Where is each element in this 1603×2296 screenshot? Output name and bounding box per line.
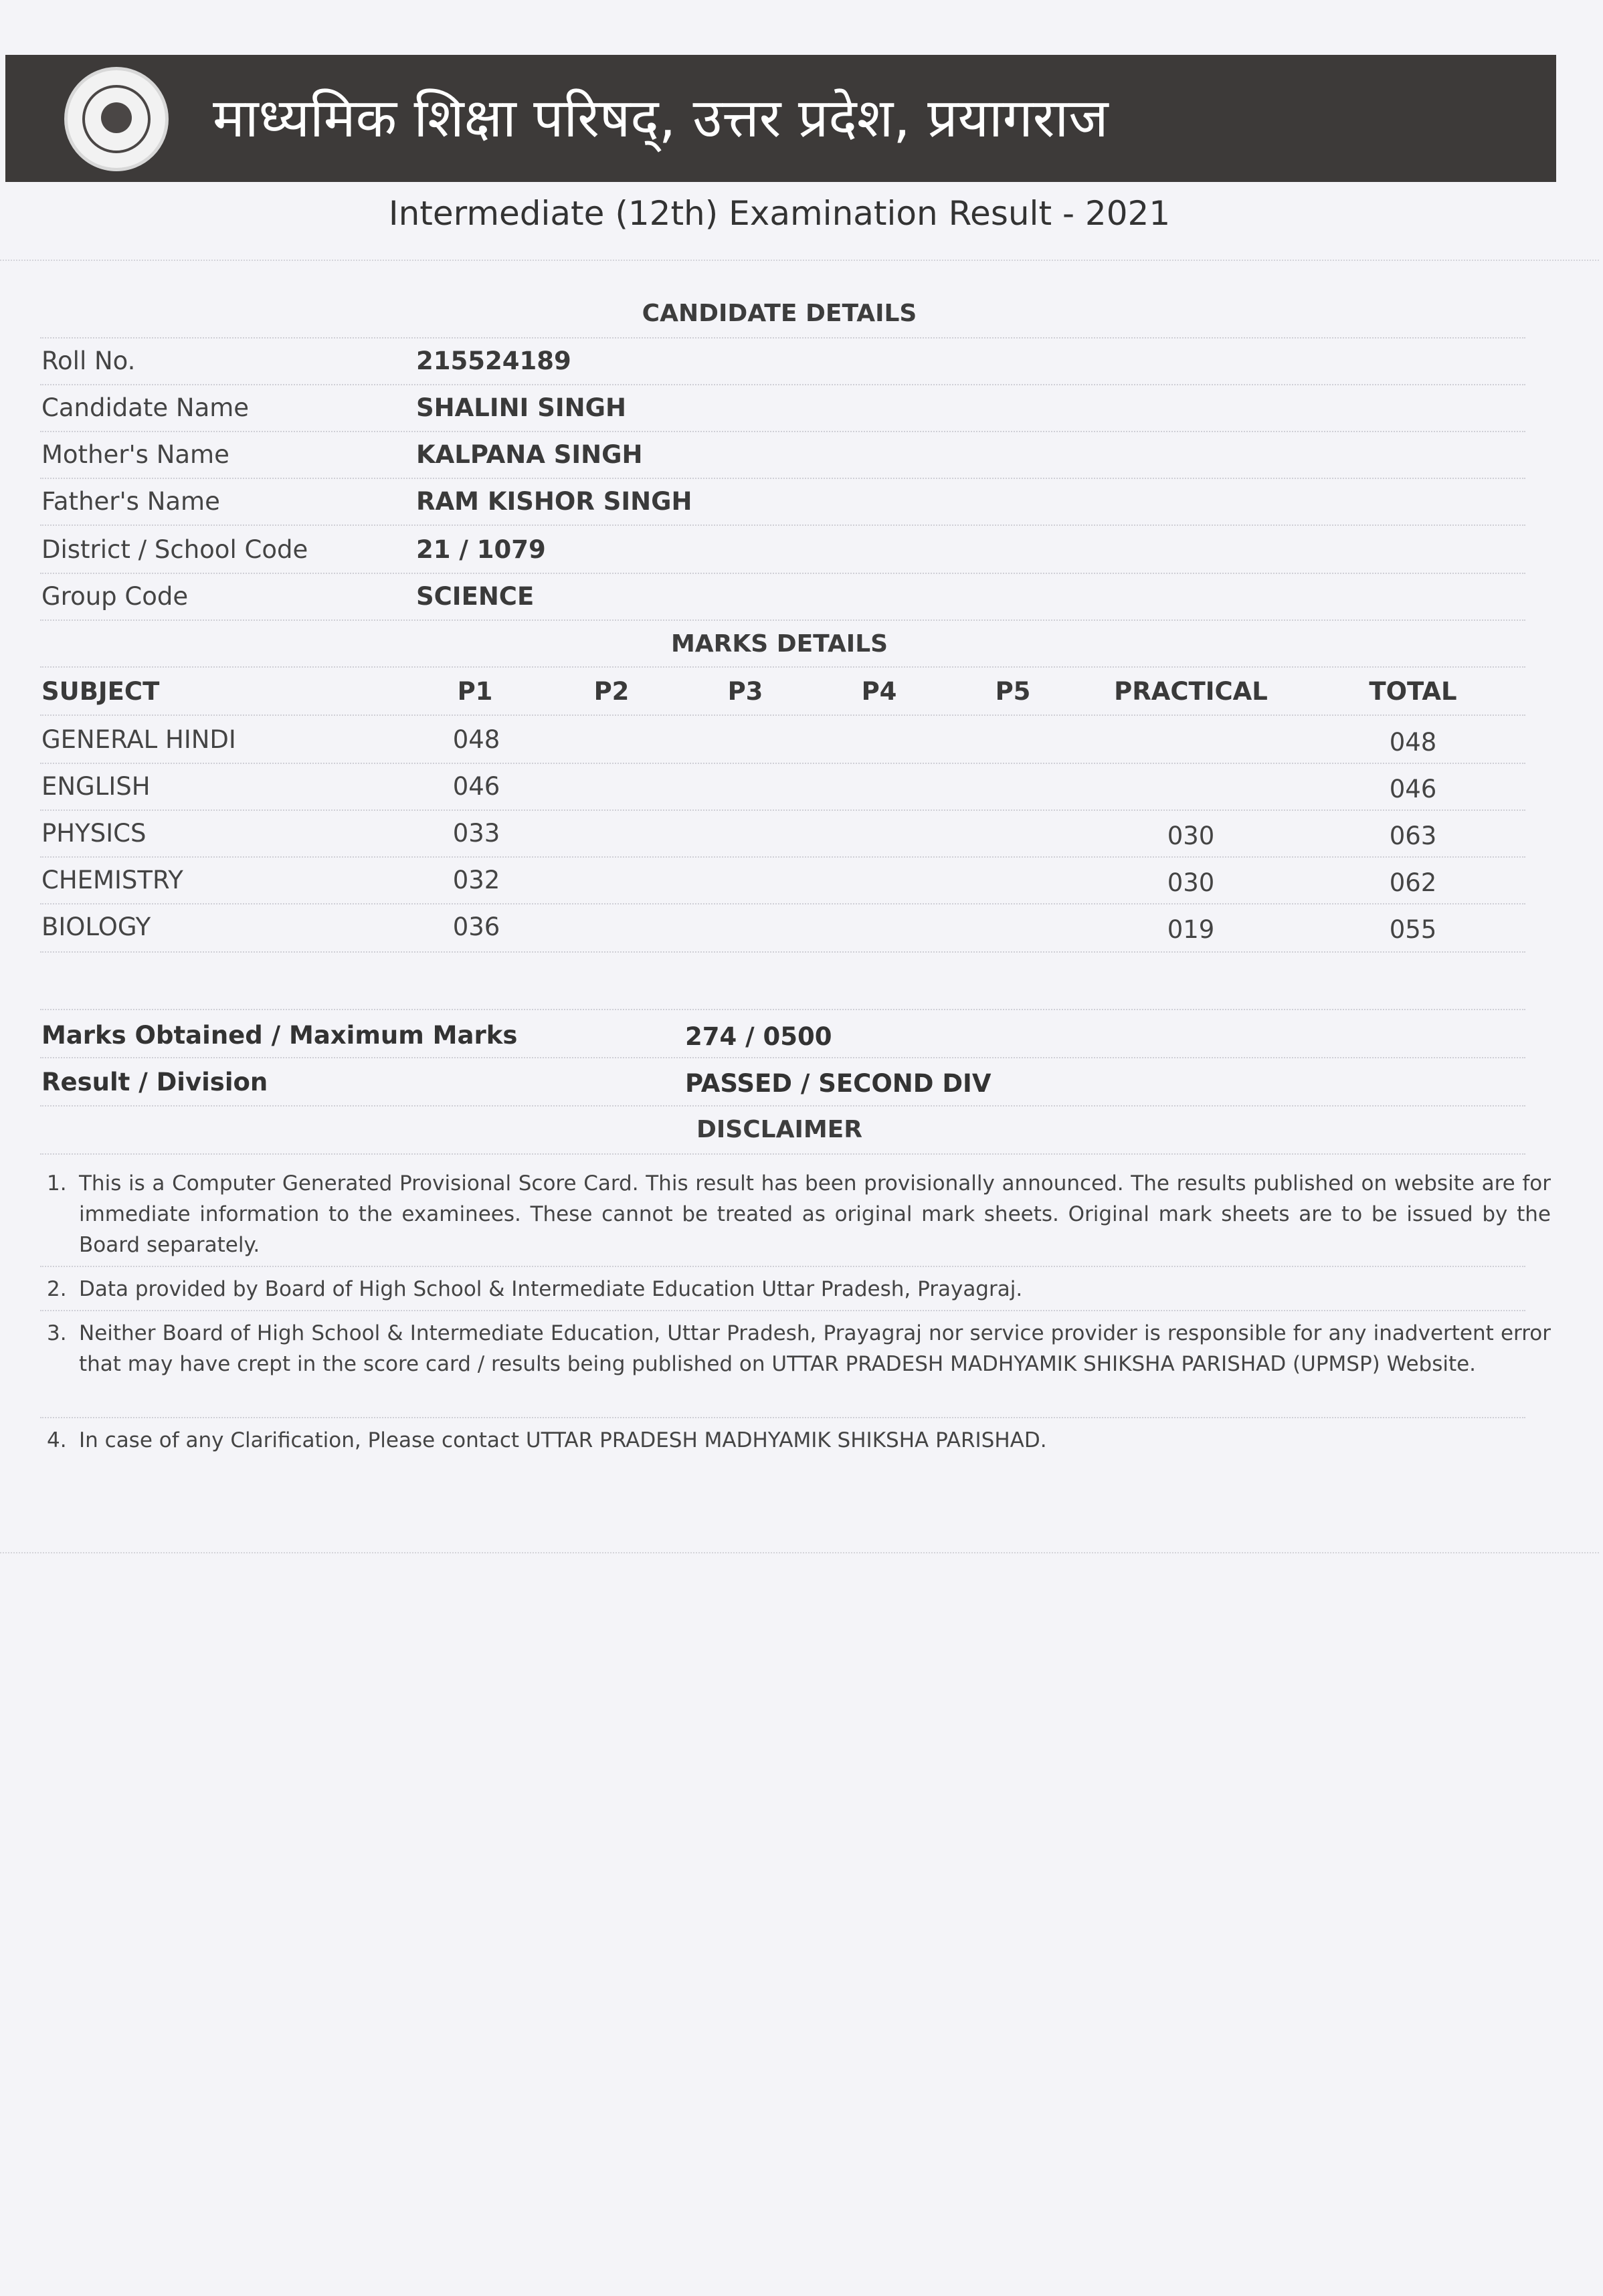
- table-row-subject: GENERAL HINDI: [41, 725, 236, 754]
- table-row-p1: 032: [452, 866, 500, 894]
- col-total: TOTAL: [1369, 677, 1457, 706]
- col-subject: SUBJECT: [41, 677, 160, 706]
- marks-obtained-value: 274 / 0500: [685, 1022, 832, 1051]
- header-banner: [5, 55, 1556, 182]
- roll-no-value: 215524189: [416, 347, 571, 375]
- table-row-subject: PHYSICS: [41, 819, 147, 848]
- col-p1: P1: [457, 677, 493, 706]
- disclaimer-text: Neither Board of High School & Intermediate Education, Uttar Pradesh, Prayagraj nor service provider is responsible for any inadvertent error that may have crept in the score card / results being published on UTTAR PRADESH MADHYAMIK SHIKSHA PARISHAD (UPMSP) Website.: [79, 1321, 1551, 1376]
- divider: [0, 260, 1599, 261]
- table-row-p1: 046: [452, 772, 500, 801]
- exam-title: Intermediate (12th) Examination Result - 2021: [388, 194, 1171, 233]
- table-row-total: 062: [1389, 868, 1437, 897]
- table-row-p1: 033: [452, 819, 500, 848]
- table-row-practical: 019: [1167, 915, 1215, 944]
- disclaimer-number: 1.: [47, 1171, 67, 1195]
- group-code-label: Group Code: [41, 582, 189, 611]
- table-row-total: 048: [1389, 728, 1437, 757]
- col-p4: P4: [861, 677, 897, 706]
- disclaimer-number: 4.: [47, 1428, 67, 1452]
- table-row-practical: 030: [1167, 822, 1215, 850]
- candidate-name-label: Candidate Name: [41, 393, 250, 422]
- mother-name-label: Mother's Name: [41, 440, 229, 469]
- table-row-p1: 048: [452, 725, 500, 754]
- disclaimer-text: In case of any Clarification, Please contact UTTAR PRADESH MADHYAMIK SHIKSHA PARISHAD.: [79, 1428, 1047, 1452]
- table-row-practical: 030: [1167, 868, 1215, 897]
- table-row-total: 046: [1389, 775, 1437, 803]
- school-code-label: District / School Code: [41, 535, 308, 564]
- group-code-value: SCIENCE: [416, 582, 535, 611]
- board-name: माध्यमिक शिक्षा परिषद्, उत्तर प्रदेश, प्रयागराज: [213, 87, 1109, 149]
- col-p5: P5: [995, 677, 1031, 706]
- disclaimer-heading: DISCLAIMER: [696, 1116, 862, 1143]
- table-row-total: 063: [1389, 822, 1437, 850]
- disclaimer-text: Data provided by Board of High School & Intermediate Education Uttar Pradesh, Prayagraj.: [79, 1277, 1023, 1301]
- table-row-p1: 036: [452, 913, 500, 941]
- disclaimer-number: 3.: [47, 1321, 67, 1345]
- result-division-label: Result / Division: [41, 1068, 268, 1096]
- school-code-value: 21 / 1079: [416, 535, 546, 564]
- father-name-value: RAM KISHOR SINGH: [416, 487, 692, 516]
- mother-name-value: KALPANA SINGH: [416, 440, 643, 469]
- table-row-subject: BIOLOGY: [41, 913, 151, 941]
- board-seal-icon: [64, 67, 169, 171]
- disclaimer-number: 2.: [47, 1277, 67, 1301]
- table-row-total: 055: [1389, 915, 1437, 944]
- candidate-details-heading: CANDIDATE DETAILS: [642, 300, 917, 327]
- result-division-value: PASSED / SECOND DIV: [685, 1069, 992, 1098]
- table-row-subject: ENGLISH: [41, 772, 151, 801]
- divider: [0, 1552, 1599, 1553]
- roll-no-label: Roll No.: [41, 347, 136, 375]
- father-name-label: Father's Name: [41, 487, 220, 516]
- marks-details-heading: MARKS DETAILS: [670, 630, 888, 658]
- col-p2: P2: [593, 677, 630, 706]
- col-practical: PRACTICAL: [1114, 677, 1268, 706]
- table-row-subject: CHEMISTRY: [41, 866, 183, 894]
- col-p3: P3: [727, 677, 763, 706]
- candidate-name-value: SHALINI SINGH: [416, 393, 626, 422]
- marks-obtained-label: Marks Obtained / Maximum Marks: [41, 1021, 518, 1050]
- disclaimer-text: This is a Computer Generated Provisional Score Card. This result has been provisionally announced. The results published on website are for immediate information to the examinees. These cannot be treated as original mark sheets. Original mark sheets are to be issued by the Board separately.: [79, 1171, 1551, 1257]
